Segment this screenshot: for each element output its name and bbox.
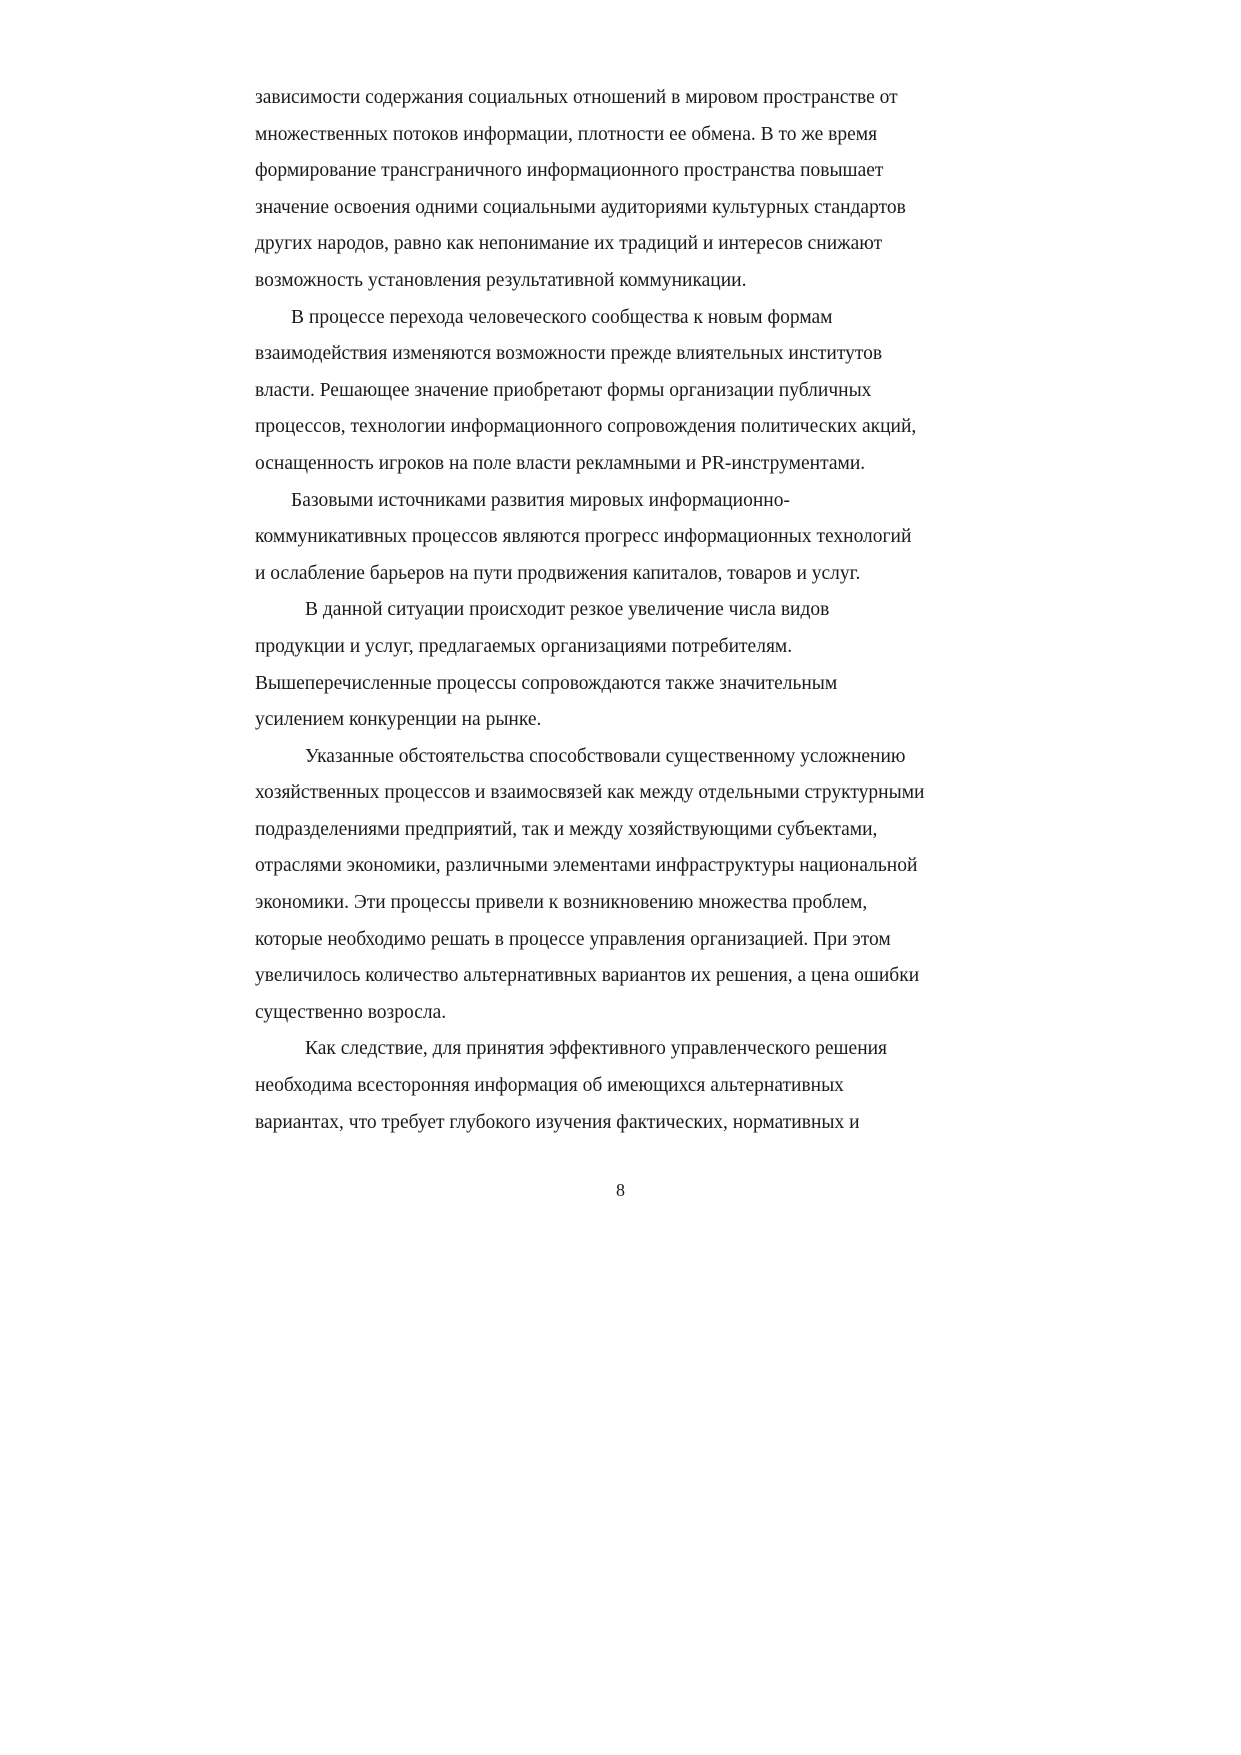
body-text (255, 80, 991, 1141)
paragraph-3: Базовыми источниками развития мировых информационно- коммуникативных процессов являются прогресс информационных технологий и ослабление барьеров на пути продвижения капиталов, товаров и услуг. (255, 489, 912, 584)
paragraph-6: Как следствие, для принятия эффективного управленческого решения необходима всесторонняя информация об имеющихся альтернативных вариантах, что требует глубокого изучения фактических, нормативных и (255, 1038, 888, 1133)
paragraph-2: В процессе перехода человеческого сообщества к новым формам взаимодействия изменяются возможности прежде влиятельных институтов власти. Решающее значение приобретают формы организации публичных процессов, технологии информационного сопровождения политических акций, оснащенность игроков на поле власти рекламными и PR-инструментами. (255, 306, 917, 474)
paragraph-5: Указанные обстоятельства способствовали существенному усложнению хозяйственных процессов и взаимосвязей как между отдельными структурными подразделениями предприятий, так и между хозяйствующими субъектами, отраслями экономики, различными элементами инфраструктуры национальной экономики. Эти процессы привели к возникновению множества проблем, которые необходимо решать в процессе управления организацией. При этом увеличилось количество альтернативных вариантов их решения, а цена ошибки существенно возросла. (255, 745, 925, 1023)
page-number: 8 (616, 1180, 625, 1200)
paragraph-4: В данной ситуации происходит резкое увеличение числа видов продукции и услуг, предлагаемых организациями потребителям. Вышеперечисленные процессы сопровождаются также значительным усилением конкуренции на рынке. (255, 599, 838, 731)
paragraph-1: зависимости содержания социальных отношений в мировом пространстве от множественных потоков информации, плотности ее обмена. В то же время формирование трансграничного информационного пространства повышает значение освоения одними социальными аудиториями культурных стандартов других народов, равно как непонимание их традиций и интересов снижают возможность установления результативной коммуникации. (255, 87, 906, 291)
